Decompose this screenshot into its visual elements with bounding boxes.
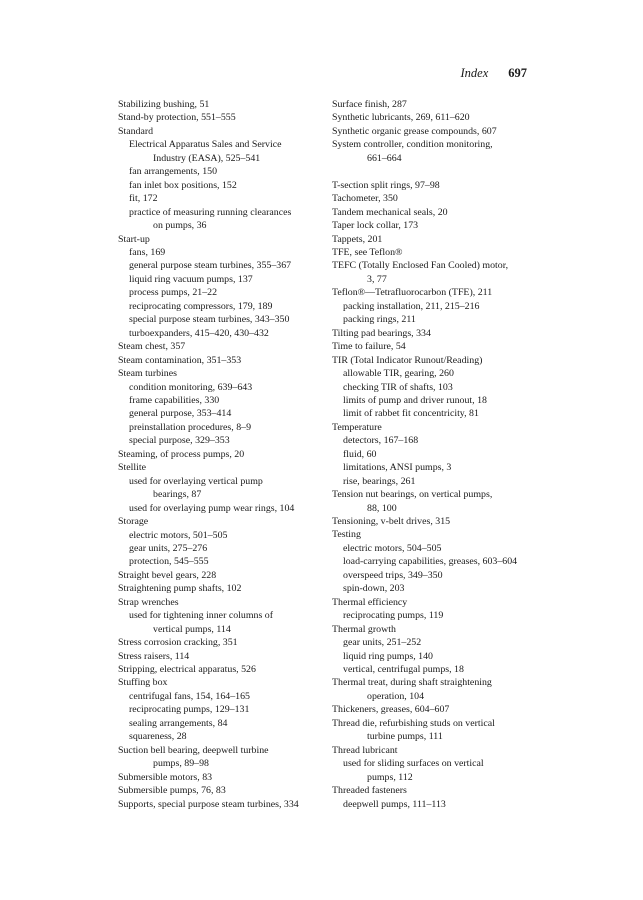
index-entry: Time to failure, 54 (332, 341, 406, 353)
index-subentry: pumps, 89–98 (153, 758, 209, 770)
index-entry: Thermal growth (332, 623, 396, 635)
index-subentry: practice of measuring running clearances (129, 206, 292, 218)
index-subentry: protection, 545–555 (129, 556, 209, 568)
index-subentry: limitations, ANSI pumps, 3 (343, 462, 452, 474)
page-number: 697 (508, 66, 527, 80)
index-entry: Stuffing box (118, 677, 168, 689)
index-entry: Tandem mechanical seals, 20 (332, 206, 448, 218)
index-subentry: pumps, 112 (367, 771, 413, 783)
index-entry: Tensioning, v-belt drives, 315 (332, 516, 451, 528)
index-entry: Start-up (118, 233, 150, 245)
index-entry: Stellite (118, 462, 146, 474)
index-entry: Thread lubricant (332, 744, 398, 756)
index-entry: Taper lock collar, 173 (332, 220, 419, 232)
index-subentry: detectors, 167–168 (343, 435, 419, 447)
index-entry: Thermal efficiency (332, 596, 408, 608)
index-subentry: centrifugal fans, 154, 164–165 (129, 690, 250, 702)
index-subentry: checking TIR of shafts, 103 (343, 381, 453, 393)
index-entry: System controller, condition monitoring, (332, 139, 493, 151)
index-subentry: used for overlaying pump wear rings, 104 (129, 502, 295, 514)
index-entry: Storage (118, 516, 149, 528)
index-subentry: fit, 172 (129, 193, 158, 205)
index-entry: Stripping, electrical apparatus, 526 (118, 664, 256, 676)
index-subentry: reciprocating compressors, 179, 189 (129, 300, 273, 312)
index-entry: Synthetic lubricants, 269, 611–620 (332, 112, 470, 124)
index-subentry: limits of pump and driver runout, 18 (343, 394, 487, 406)
index-entry: Suction bell bearing, deepwell turbine (118, 744, 269, 756)
index-subentry: allowable TIR, gearing, 260 (343, 368, 454, 380)
index-subentry: special purpose steam turbines, 343–350 (129, 314, 290, 326)
index-entry: Steam turbines (118, 368, 177, 380)
index-column-left (118, 98, 328, 811)
index-subentry: vertical pumps, 114 (153, 623, 231, 635)
index-subentry: 3, 77 (367, 273, 387, 285)
index-column-right (332, 98, 542, 811)
index-entry: Steam contamination, 351–353 (118, 354, 242, 366)
index-entry: Steam chest, 357 (118, 341, 186, 353)
index-subentry: reciprocating pumps, 129–131 (129, 704, 250, 716)
index-subentry: turboexpanders, 415–420, 430–432 (129, 327, 269, 339)
index-entry: Temperature (332, 421, 382, 433)
index-subentry: process pumps, 21–22 (129, 287, 218, 299)
index-entry: Teflon®—Tetrafluorocarbon (TFE), 211 (332, 287, 493, 299)
index-entry: TFE, see Teflon® (332, 246, 403, 258)
index-subentry: bearings, 87 (153, 489, 202, 501)
index-subentry: gear units, 251–252 (343, 637, 422, 649)
index-subentry: fan arrangements, 150 (129, 166, 218, 178)
index-entry: Synthetic organic grease compounds, 607 (332, 125, 497, 137)
index-entry: Thread die, refurbishing studs on vertical (332, 717, 495, 729)
index-entry: Strap wrenches (118, 596, 179, 608)
index-entry: T-section split rings, 97–98 (332, 179, 440, 191)
index-subentry: electric motors, 501–505 (129, 529, 228, 541)
index-subentry: used for overlaying vertical pump (129, 475, 263, 487)
index-subentry: operation, 104 (367, 690, 425, 702)
index-subentry: deepwell pumps, 111–113 (343, 798, 446, 810)
index-entry: TIR (Total Indicator Runout/Reading) (332, 354, 483, 366)
index-subentry: 661–664 (367, 152, 402, 164)
index-entry: Stand-by protection, 551–555 (118, 112, 236, 124)
index-subentry: liquid ring vacuum pumps, 137 (129, 273, 253, 285)
index-entry: Standard (118, 125, 154, 137)
index-entry: Steaming, of process pumps, 20 (118, 448, 245, 460)
index-subentry: electric motors, 504–505 (343, 542, 442, 554)
index-subentry: rise, bearings, 261 (343, 475, 416, 487)
index-subentry: general purpose, 353–414 (129, 408, 232, 420)
index-subentry: fan inlet box positions, 152 (129, 179, 237, 191)
index-subentry: turbine pumps, 111 (367, 731, 443, 743)
index-subentry: limit of rabbet fit concentricity, 81 (343, 408, 479, 420)
index-entry: Tappets, 201 (332, 233, 383, 245)
index-subentry: spin-down, 203 (343, 583, 405, 595)
index-entry: Tachometer, 350 (332, 193, 398, 205)
index-subentry: packing installation, 211, 215–216 (343, 300, 480, 312)
index-subentry: overspeed trips, 349–350 (343, 569, 443, 581)
index-subentry: used for tightening inner columns of (129, 610, 273, 622)
index-entry: Thickeners, greases, 604–607 (332, 704, 450, 716)
index-entry: Testing (332, 529, 361, 541)
index-subentry: sealing arrangements, 84 (129, 717, 228, 729)
index-subentry: used for sliding surfaces on vertical (343, 758, 484, 770)
index-entry: Supports, special purpose steam turbines, 334 (118, 798, 299, 810)
index-subentry: reciprocating pumps, 119 (343, 610, 444, 622)
index-subentry: liquid ring pumps, 140 (343, 650, 433, 662)
index-subentry: general purpose steam turbines, 355–367 (129, 260, 292, 272)
index-subentry: Industry (EASA), 525–541 (153, 152, 261, 164)
index-subentry: special purpose, 329–353 (129, 435, 230, 447)
letter-gap (332, 165, 542, 178)
index-entry: Tension nut bearings, on vertical pumps, (332, 489, 493, 501)
index-entry: Stress corrosion cracking, 351 (118, 637, 238, 649)
index-entry: Straightening pump shafts, 102 (118, 583, 242, 595)
index-subentry: gear units, 275–276 (129, 542, 208, 554)
index-subentry: preinstallation procedures, 8–9 (129, 421, 252, 433)
index-subentry: fluid, 60 (343, 448, 377, 460)
index-subentry: frame capabilities, 330 (129, 394, 220, 406)
index-subentry: squareness, 28 (129, 731, 187, 743)
index-subentry: load-carrying capabilities, greases, 603–604 (343, 556, 518, 568)
index-entry: Submersible pumps, 76, 83 (118, 785, 226, 797)
index-entry: TEFC (Totally Enclosed Fan Cooled) motor, (332, 260, 509, 272)
index-subentry: fans, 169 (129, 246, 166, 258)
index-entry: Threaded fasteners (332, 785, 407, 797)
index-subentry: on pumps, 36 (153, 220, 207, 232)
index-subentry: Electrical Apparatus Sales and Service (129, 139, 282, 151)
index-entry: Straight bevel gears, 228 (118, 569, 217, 581)
index-entry: Stabilizing bushing, 51 (118, 99, 210, 110)
section-title: Index (460, 66, 489, 80)
index-entry: Thermal treat, during shaft straightening (332, 677, 492, 689)
index-entry: Submersible motors, 83 (118, 771, 213, 783)
index-entry: Surface finish, 287 (332, 99, 407, 110)
index-subentry: condition monitoring, 639–643 (129, 381, 253, 393)
index-entry: Tilting pad bearings, 334 (332, 327, 431, 339)
index-subentry: packing rings, 211 (343, 314, 416, 326)
index-subentry: vertical, centrifugal pumps, 18 (343, 664, 464, 676)
index-entry: Stress raisers, 114 (118, 650, 190, 662)
running-head (460, 66, 527, 81)
index-subentry: 88, 100 (367, 502, 397, 514)
